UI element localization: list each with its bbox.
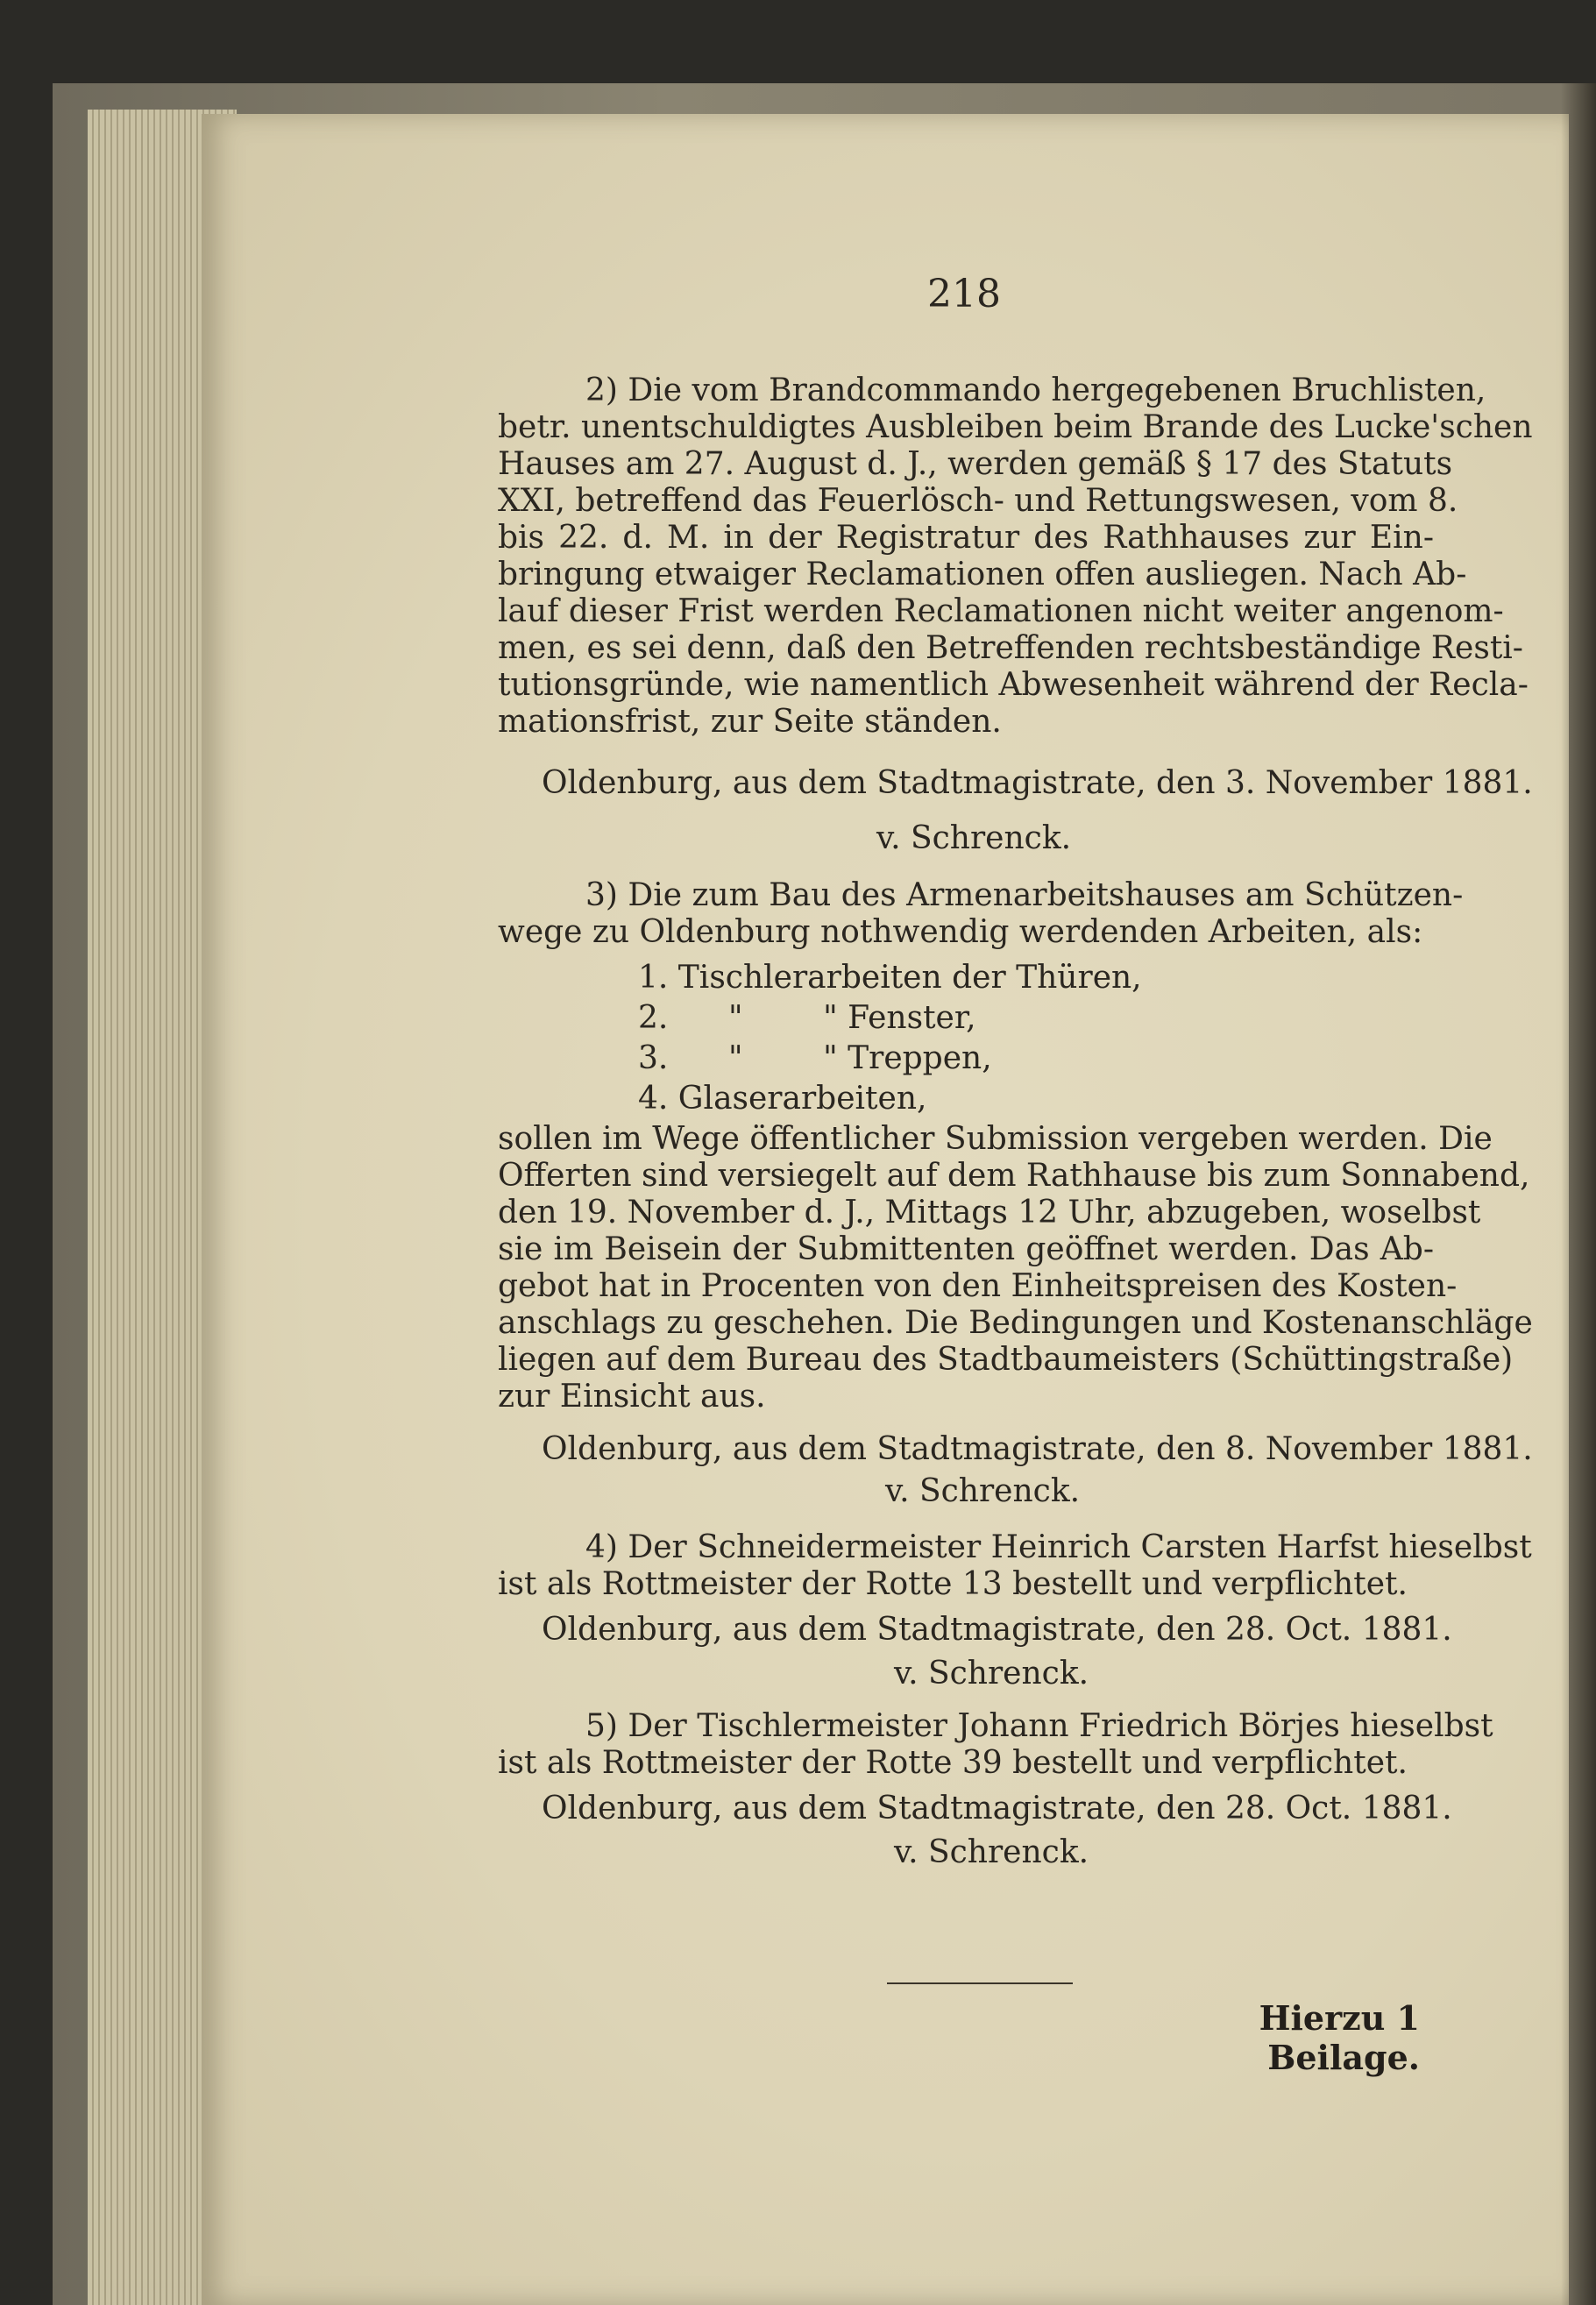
p2-line-4: XXI, betreffend das Feuerlösch- und Rettungswesen, vom 8. — [498, 483, 1458, 519]
p4-line-1: 4) Der Schneidermeister Heinrich Carsten Harfst hieselbst — [585, 1529, 1532, 1565]
p5-signature: v. Schrenck. — [894, 1834, 1089, 1870]
p3-item-1: 1. Tischlerarbeiten der Thüren, — [638, 960, 1142, 996]
p3-line-4: Offerten sind versiegelt auf dem Rathhause bis zum Sonnabend, — [498, 1158, 1530, 1194]
p3-signature: v. Schrenck. — [885, 1473, 1081, 1509]
p3-line-6: sie im Beisein der Submittenten geöffnet werden. Das Ab- — [498, 1231, 1434, 1267]
p3-line-2: wege zu Oldenburg nothwendig werdenden Arbeiten, als: — [498, 914, 1423, 950]
p3-line-9: liegen auf dem Bureau des Stadtbaumeisters (Schüttingstraße) — [498, 1342, 1514, 1378]
p5-line-1: 5) Der Tischlermeister Johann Friedrich Börjes hieselbst — [585, 1708, 1493, 1744]
p2-line-6: bringung etwaiger Reclamationen offen ausliegen. Nach Ab- — [498, 557, 1467, 592]
p2-dateline: Oldenburg, aus dem Stadtmagistrate, den 3. November 1881. — [542, 765, 1533, 801]
p2-line-7: lauf dieser Frist werden Reclamationen nicht weiter angenom- — [498, 593, 1504, 629]
p3-line-1: 3) Die zum Bau des Armenarbeitshauses am Schützen- — [585, 877, 1464, 913]
p3-line-3: sollen im Wege öffentlicher Submission vergeben werden. Die — [498, 1121, 1493, 1157]
p2-signature: v. Schrenck. — [876, 820, 1072, 856]
section-divider — [887, 1982, 1073, 1984]
p4-signature: v. Schrenck. — [894, 1656, 1089, 1692]
p5-dateline: Oldenburg, aus dem Stadtmagistrate, den 28. Oct. 1881. — [542, 1791, 1452, 1826]
page-number: 218 — [927, 272, 1001, 316]
p3-item-3: 3. " " Treppen, — [638, 1040, 992, 1076]
p3-line-7: gebot hat in Procenten von den Einheitspreisen des Kosten- — [498, 1268, 1458, 1304]
gutter-shadow — [1561, 83, 1596, 2305]
p2-line-9: tutionsgründe, wie namentlich Abwesenheit während der Recla- — [498, 667, 1529, 703]
p3-dateline: Oldenburg, aus dem Stadtmagistrate, den 8. November 1881. — [542, 1431, 1533, 1467]
p5-line-2: ist als Rottmeister der Rotte 39 bestellt und verpflichtet. — [498, 1745, 1408, 1781]
p3-line-10: zur Einsicht aus. — [498, 1379, 766, 1415]
p2-line-5: bis 22. d. M. in der Registratur des Rathhauses zur Ein- — [498, 520, 1434, 556]
p2-line-10: mationsfrist, zur Seite ständen. — [498, 704, 1002, 740]
p3-item-4: 4. Glaserarbeiten, — [638, 1081, 927, 1117]
p3-line-5: den 19. November d. J., Mittags 12 Uhr, abzugeben, woselbst — [498, 1195, 1481, 1231]
p3-line-8: anschlags zu geschehen. Die Bedingungen und Kostenanschläge — [498, 1305, 1533, 1341]
p2-line-3: Hauses am 27. August d. J., werden gemäß § 17 des Statuts — [498, 446, 1453, 482]
p2-line-8: men, es sei denn, daß den Betreffenden rechtsbeständige Resti- — [498, 630, 1523, 666]
p4-dateline: Oldenburg, aus dem Stadtmagistrate, den 28. Oct. 1881. — [542, 1612, 1452, 1648]
p2-line-2: betr. unentschuldigtes Ausbleiben beim Brande des Lucke'schen — [498, 409, 1533, 445]
p3-item-2: 2. " " Fenster, — [638, 1000, 976, 1036]
p4-line-2: ist als Rottmeister der Rotte 13 bestellt und verpflichtet. — [498, 1566, 1408, 1602]
supplement-note: Hierzu 1 Beilage. — [1259, 1998, 1420, 2077]
p2-line-1: 2) Die vom Brandcommando hergegebenen Bruchlisten, — [585, 372, 1486, 408]
